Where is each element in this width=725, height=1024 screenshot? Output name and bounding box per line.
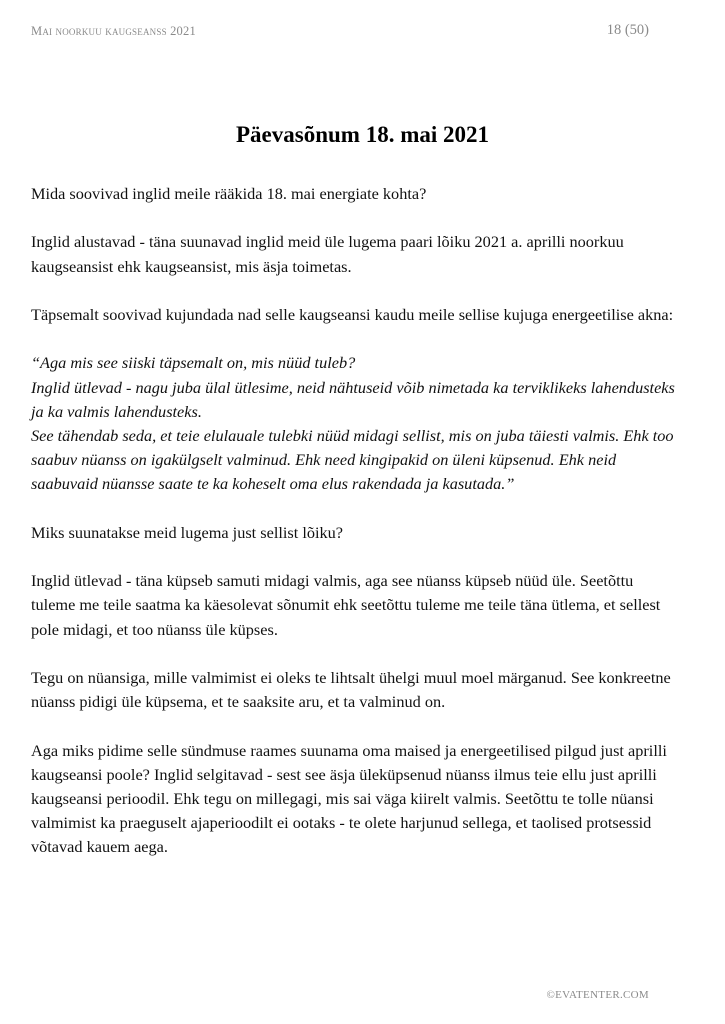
paragraph: Tegu on nüansiga, mille valmimist ei oleks te lihtsalt ühelgi muul moel märganud. See konkreetne nüanss pidigi üle küpsema, et te saaksite aru, et ta valminud on. bbox=[31, 667, 671, 712]
document-body bbox=[31, 182, 681, 884]
running-header-title: Mai noorkuu kaugseanss 2021 bbox=[31, 24, 196, 38]
copyright-footer: ©EVATENTER.COM bbox=[546, 989, 649, 1001]
quote-line: Inglid ütlevad - nagu juba ülal ütlesime, neid nähtuseid võib nimetada ka terviklikeks lahendusteks ja ka valmis lahendusteks. bbox=[31, 377, 675, 421]
page-title: Päevasõnum 18. mai 2021 bbox=[236, 122, 489, 147]
paragraph: Mida soovivad inglid meile rääkida 18. mai energiate kohta? bbox=[31, 184, 427, 203]
quote-line: See tähendab seda, et teie elulauale tulebki nüüd midagi sellist, mis on juba täiesti valmis. Ehk too saabuv nüanss on igakülgselt valminud. Ehk need kingipakid on üleni küpsenud. Ehk neid saabuvaid nüansse saate te ka koheselt oma elus rakendada ja kasutada.” bbox=[31, 425, 674, 494]
paragraph: Täpsemalt soovivad kujundada nad selle kaugseansi kaudu meile sellise kujuga energeetilise akna: bbox=[31, 304, 674, 324]
quote-block bbox=[31, 351, 681, 496]
paragraph: Inglid alustavad - täna suunavad inglid meid üle lugema paari lõiku 2021 a. aprilli noorkuu kaugseansist ehk kaugseansist, mis äsja toimetas. bbox=[31, 232, 624, 276]
quote-line: “Aga mis see siiski täpsemalt on, mis nüüd tuleb? bbox=[31, 353, 356, 373]
paragraph: Inglid ütlevad - täna küpseb samuti midagi valmis, aga see nüanss küpseb nüüd üle. Seetõttu tuleme me teile saatma ka käesolevat sõnumit ehk seetõttu tuleme me teile täna ütlema, et sellest pole midagi, et too nüanss üle küpses. bbox=[31, 571, 661, 639]
paragraph: Miks suunatakse meid lugema just sellist lõiku? bbox=[31, 522, 344, 542]
paragraph: Aga miks pidime selle sündmuse raames suunama oma maised ja energeetilised pilgud just aprilli kaugseansi poole? Inglid selgitavad - sest see äsja üleküpsenud nüanss ilmus teie ellu just aprilli kaugseansi perioodil. Ehk tegu on millegagi, mis sai väga kiirelt valmis. Seetõttu te tolle nüansi valmimist ka praeguselt ajaperioodilt ei ootaks - te olete harjunud sellega, et taolised protsessid võtavad kauem aega. bbox=[31, 740, 667, 857]
page-number: 18 (50) bbox=[606, 22, 649, 38]
